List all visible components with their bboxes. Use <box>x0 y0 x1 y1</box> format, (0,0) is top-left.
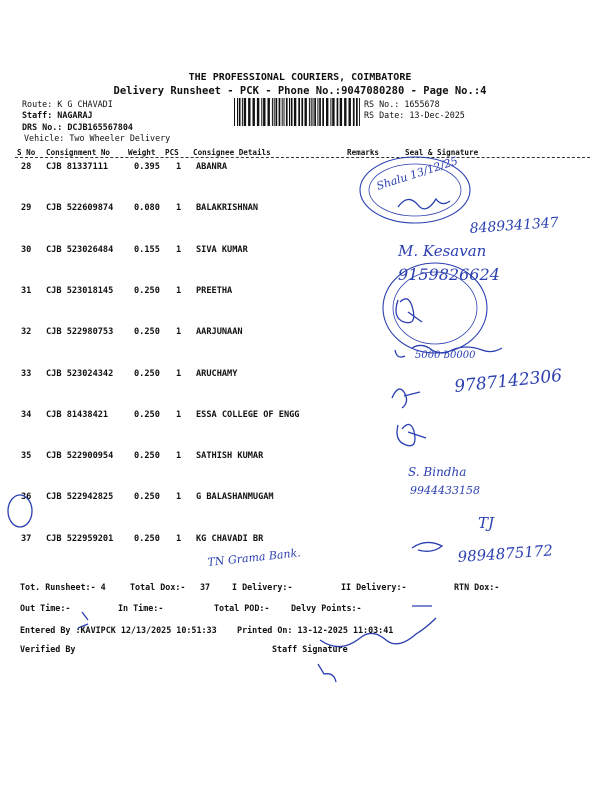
out-time-label: Out Time:- <box>20 603 71 613</box>
hw-r37-phone: 9894875172 <box>457 541 554 566</box>
in-time-label: In Time:- <box>118 603 164 613</box>
ii-delivery-label: II Delivery:- <box>341 582 407 592</box>
staff-label: Staff: NAGARAJ <box>22 110 93 120</box>
row-consignment: CJB 523018145 <box>46 285 114 296</box>
row-consignment: CJB 522942825 <box>46 492 114 503</box>
row-weight: 0.080 <box>134 203 160 214</box>
row-consignment: CJB 523026484 <box>46 244 114 255</box>
row-sno: 28 <box>21 162 32 172</box>
row-sno: 29 <box>21 203 32 214</box>
row-consignee: PREETHA <box>196 285 233 296</box>
rs-date: RS Date: 13-Dec-2025 <box>364 110 465 120</box>
row-pcs: 1 <box>176 203 182 214</box>
row-weight: 0.155 <box>134 244 160 255</box>
col-remarks: Remarks <box>347 148 380 157</box>
total-dox-label: Total Dox:- <box>130 582 186 592</box>
row-pcs: 1 <box>176 162 182 172</box>
row-sno: 37 <box>21 533 32 544</box>
tot-runsheet: Tot. Runsheet:- 4 <box>20 582 106 592</box>
hw-r32: 5000 b0000 <box>415 350 476 361</box>
company-title: THE PROFESSIONAL COURIERS, COIMBATORE <box>188 72 412 83</box>
col-pcs: PCS <box>165 148 179 157</box>
signature-34 <box>397 424 426 445</box>
i-delivery-label: I Delivery:- <box>232 582 293 592</box>
circle-mark-36 <box>8 495 32 527</box>
hw-r35-phone: 9944433158 <box>410 484 480 497</box>
row-sno: 31 <box>21 285 32 296</box>
printed-on: Printed On: 13-12-2025 11:03:41 <box>237 625 394 635</box>
rs-number: RS No.: 1655678 <box>364 99 440 109</box>
row-sno: 34 <box>21 409 32 420</box>
row-pcs: 1 <box>176 533 182 544</box>
row-weight: 0.250 <box>134 285 160 296</box>
vehicle-label: Vehicle: Two Wheeler Delivery <box>24 133 171 143</box>
route-label: Route: K G CHAVADI <box>22 99 113 109</box>
hw-r29-phone: 8489341347 <box>469 214 560 237</box>
row-weight: 0.250 <box>134 409 160 420</box>
row-sno: 36 <box>21 492 32 503</box>
row-pcs: 1 <box>176 492 182 503</box>
row-consignment: CJB 522609874 <box>46 203 114 214</box>
delvy-points-label: Delvy Points:- <box>291 603 362 613</box>
hw-r36: TJ <box>478 514 495 532</box>
signature-37 <box>412 542 442 551</box>
row-weight: 0.250 <box>134 492 160 503</box>
col-seal-signature: Seal & Signature <box>405 148 479 157</box>
row-weight: 0.395 <box>134 162 160 172</box>
row-consignment: CJB 522959201 <box>46 533 114 544</box>
hw-r37-note: TN Grama Bank. <box>206 546 302 569</box>
row-consignment: CJB 523024342 <box>46 368 114 379</box>
signature-33 <box>392 389 420 408</box>
row-consignee: AARJUNAAN <box>196 327 243 338</box>
verified-by: Verified By <box>20 644 76 654</box>
row-consignee: ESSA COLLEGE OF ENGG <box>196 409 300 420</box>
row-consignment: CJB 522900954 <box>46 451 114 462</box>
row-consignee: KG CHAVADI BR <box>196 533 264 544</box>
col-consignee: Consignee Details <box>193 148 271 157</box>
hw-r28: Shalu 13/12/25 <box>374 154 460 193</box>
row-weight: 0.250 <box>134 451 160 462</box>
row-weight: 0.250 <box>134 327 160 338</box>
col-weight: Weight <box>128 148 156 157</box>
col-sno: S No <box>17 148 36 157</box>
row-pcs: 1 <box>176 327 182 338</box>
row-consignment: CJB 81337111 <box>46 162 109 172</box>
hw-r33-phone: 9787142306 <box>453 365 564 397</box>
total-dox-value: 37 <box>200 582 211 592</box>
rtn-dox-label: RTN Dox:- <box>454 582 500 592</box>
row-weight: 0.250 <box>134 533 160 544</box>
row-pcs: 1 <box>176 368 182 379</box>
hw-r35-name: S. Bindha <box>408 465 467 479</box>
row-consignee: ABANRA <box>196 162 228 172</box>
row-pcs: 1 <box>176 244 182 255</box>
runsheet-title: Delivery Runsheet - PCK - Phone No.:9047080280 - Page No.:4 <box>113 85 487 97</box>
row-consignee: G BALASHANMUGAM <box>196 492 274 503</box>
row-sno: 32 <box>21 327 32 338</box>
drs-label: DRS No.: DCJB165567804 <box>22 122 133 132</box>
entered-by: Entered By :KAVIPCK 12/13/2025 10:51:33 <box>20 625 217 635</box>
row-consignment: CJB 81438421 <box>46 409 109 420</box>
row-consignee: SATHISH KUMAR <box>196 451 264 462</box>
col-consignment: Consignment No <box>46 148 111 157</box>
hw-r30-phone: 9159826624 <box>398 265 500 284</box>
row-pcs: 1 <box>176 451 182 462</box>
hw-r30-name: M. Kesavan <box>398 242 487 260</box>
row-pcs: 1 <box>176 285 182 296</box>
row-pcs: 1 <box>176 409 182 420</box>
total-pod-label: Total POD:- <box>214 603 270 613</box>
row-consignee: ARUCHAMY <box>196 368 238 379</box>
row-consignee: BALAKRISHNAN <box>196 203 259 214</box>
row-weight: 0.250 <box>134 368 160 379</box>
staff-signature-label: Staff Signature <box>272 644 348 654</box>
row-sno: 33 <box>21 368 32 379</box>
row-sno: 35 <box>21 451 32 462</box>
signature-29 <box>398 199 450 209</box>
row-consignment: CJB 522980753 <box>46 327 114 338</box>
row-consignee: SIVA KUMAR <box>196 244 248 255</box>
row-sno: 30 <box>21 244 32 255</box>
signature-31 <box>396 299 422 323</box>
